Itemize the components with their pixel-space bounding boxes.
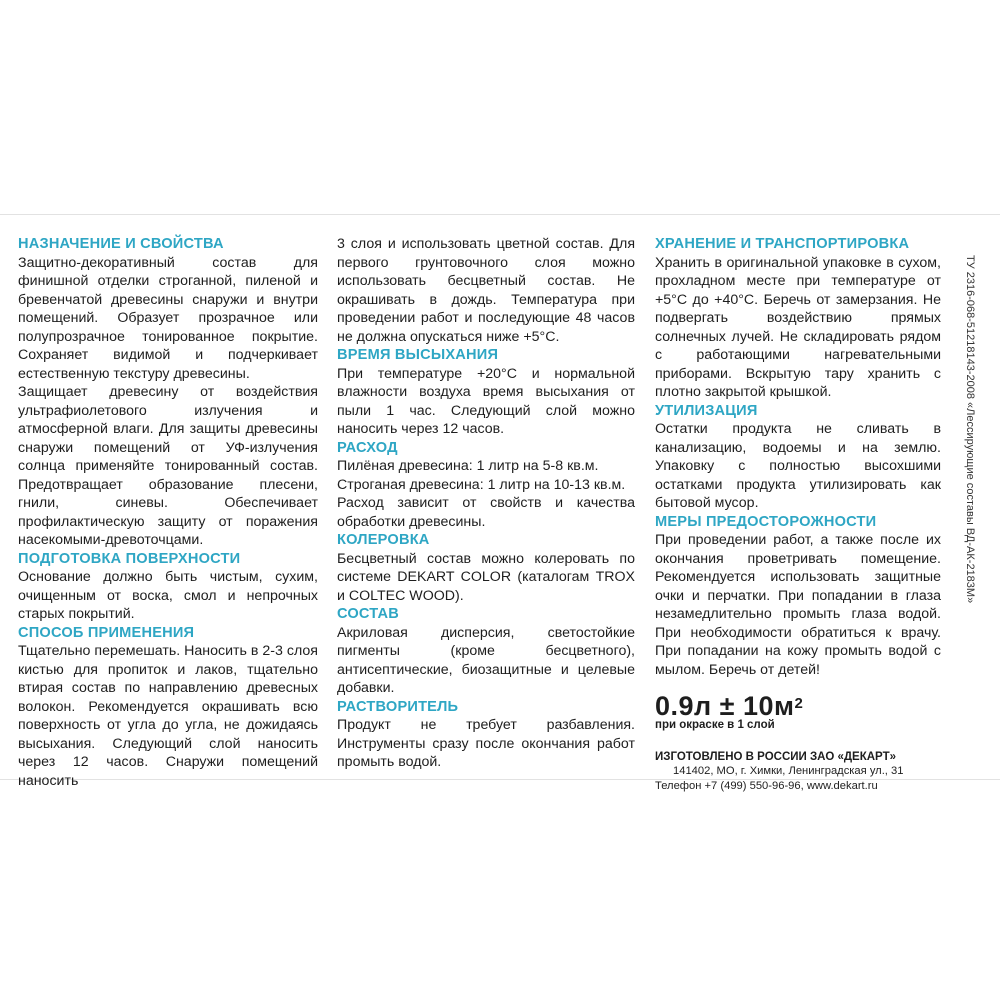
- text-consumption-sawn: Пилёная древесина: 1 литр на 5-8 кв.м.: [337, 458, 599, 474]
- volume-value: $0.9л \pm 10м^2$: [655, 691, 804, 721]
- text-consumption-planed: Строганая древесина: 1 литр на 10-13 кв.м.: [337, 476, 626, 493]
- manufacturer: ИЗГОТОВЛЕНО В РОССИИ ЗАО «ДЕКАРТ»: [655, 751, 896, 763]
- heading-disposal: УТИЛИЗАЦИЯ: [655, 402, 758, 419]
- heading-application: СПОСОБ ПРИМЕНЕНИЯ: [18, 624, 195, 641]
- column-middle: [337, 235, 635, 772]
- text-disposal: Остатки продукта не сливать в канализацию, водоемы и на землю. Упаковку с полностью высохшими остатками продукта утилизировать как бытовой мусор.: [655, 421, 941, 511]
- text-composition: Акриловая дисперсия, светостойкие пигменты (кроме бесцветного), антисептические, биозащитные и целевые добавки.: [337, 624, 635, 696]
- standard-reference-text: ТУ 2316-068-51218143-2008 «Лессирующие составы ВД-АК-2183М»: [964, 255, 976, 604]
- volume-note: при окраске в 1 слой: [655, 719, 775, 731]
- column-right: [655, 235, 941, 794]
- text-application-cont: 3 слоя и использовать цветной состав. Для первого грунтовочного слоя можно использовать бесцветный состав. Не окрашивать в дождь. Температура при проведении работ и последующие 48 часов не должна опускаться ниже +5°С.: [337, 236, 635, 345]
- heading-solvent: РАСТВОРИТЕЛЬ: [337, 698, 459, 715]
- manufacturer-phone: Телефон +7 (499) 550-96-96, www.dekart.ru: [655, 780, 878, 792]
- text-solvent: Продукт не требует разбавления. Инструменты сразу после окончания работ промыть водой.: [337, 717, 635, 770]
- column-left: [18, 235, 318, 790]
- volume-block: [655, 691, 941, 732]
- text-drying-time: При температуре +20°С и нормальной влажности воздуха время высыхания от пыли 1 час. Следующий слой можно наносить через 12 часов.: [337, 365, 635, 437]
- heading-surface-prep: ПОДГОТОВКА ПОВЕРХНОСТИ: [18, 550, 241, 567]
- heading-purpose: НАЗНАЧЕНИЕ И СВОЙСТВА: [18, 236, 224, 252]
- text-tinting: Бесцветный состав можно колеровать по системе DEKART COLOR (каталогам TROX и COLTEC WOOD).: [337, 550, 635, 604]
- heading-consumption: РАСХОД: [337, 439, 398, 456]
- heading-tinting: КОЛЕРОВКА: [337, 532, 430, 548]
- heading-precautions: МЕРЫ ПРЕДОСТОРОЖНОСТИ: [655, 513, 877, 530]
- text-application: Тщательно перемешать. Наносить в 2-3 слоя кистью для пропиток и лаков, тщательно втирая состав по направлению древесных волокон. Рекомендуется окрашивать всю поверхность от угла до угла, не дожидаясь высыхания. Следующий слой наносить через 12 часов. Снаружи помещений наносить: [18, 643, 318, 789]
- standard-reference: [958, 255, 980, 675]
- heading-composition: СОСТАВ: [337, 606, 399, 622]
- text-consumption-note: Расход зависит от свойств и качества обработки древесины.: [337, 495, 635, 530]
- label-panel: [0, 214, 1000, 792]
- manufacturer-address: 141402, МО, г. Химки, Ленинградская ул., 31: [673, 765, 904, 777]
- text-purpose-2: Защищает древесину от воздействия ультрафиолетового излучения и атмосферной влаги. Для защиты древесины снаружи помещений от УФ-излучения солнца применяйте тонированный состав. Предотвращает образование плесени, гнили, синевы. Обеспечивает профилактическую защиту от поражения насекомыми-древоточцами.: [18, 384, 318, 548]
- heading-storage: ХРАНЕНИЕ И ТРАНСПОРТИРОВКА: [655, 236, 910, 252]
- text-purpose-1: Защитно-декоративный состав для финишной отделки строганной, пиленой и бревенчатой древесины снаружи и внутри помещений. Образует прозрачное или полупрозрачное тонированное покрытие. Сохраняет видимой и подчеркивает естественную текстуру древесины.: [18, 254, 318, 382]
- text-storage: Хранить в оригинальной упаковке в сухом, прохладном месте при температуре от +5°С до +40°С. Беречь от замерзания. Не подвергать воздействию прямых солнечных лучей. Не складировать рядом с работающими нагревательными приборами. Вскрытую тару хранить с плотно закрытой крышкой.: [655, 254, 941, 400]
- text-surface-prep: Основание должно быть чистым, сухим, очищенным от воска, смол и непрочных старых покрытий.: [18, 569, 318, 622]
- heading-drying-time: ВРЕМЯ ВЫСЫХАНИЯ: [337, 347, 499, 363]
- text-precautions: При проведении работ, а также после их окончания проветривать помещение. Рекомендуется использовать защитные очки и перчатки. При попадании в глаза незамедлительно промыть глаза водой. При необходимости обратиться к врачу. При попадании на кожу промыть водой с мылом. Беречь от детей!: [655, 532, 941, 678]
